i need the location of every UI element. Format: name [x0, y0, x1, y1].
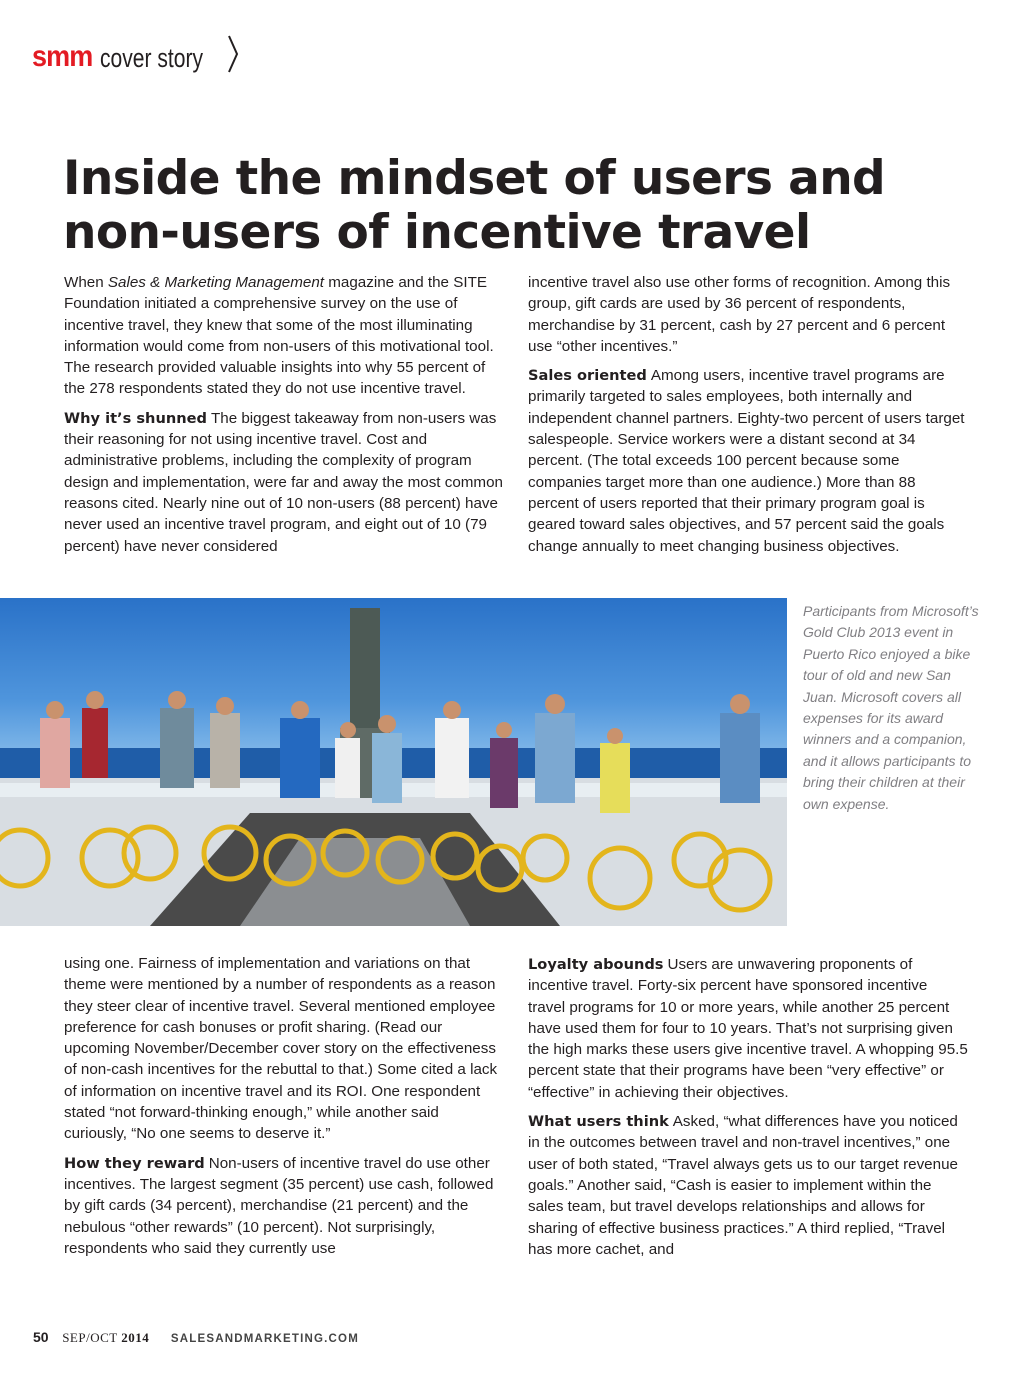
- brand-smm-logo: smm: [32, 40, 93, 73]
- section-loyalty-abounds: Loyalty abounds Users are unwavering proponents of incentive travel. Forty-six percent have sponsored incentive travel programs for 10 or more years, while another 25 percent have used them for four to 10 years. That’s not surprising given the high marks these users give incentive travel. A whopping 95.5 percent state that their programs have been “very effective” or “effective” in achieving their objectives.: [528, 956, 968, 1101]
- subhead-how-they-reward: How they reward: [64, 1154, 205, 1172]
- page-number: 50: [33, 1329, 49, 1345]
- subhead-why-shunned: Why it’s shunned: [64, 409, 207, 427]
- article-column-right-bottom: [528, 954, 968, 1260]
- magazine-name: Sales & Marketing Management: [107, 274, 325, 291]
- page-title: Inside the mindset of users and non-users of incentive travel: [63, 151, 886, 260]
- section-brand: [32, 32, 232, 72]
- page-footer: [33, 1329, 359, 1346]
- photo-caption: Participants from Microsoft’s Gold Club 2013 event in Puerto Rico enjoyed a bike tour of old and new San Juan. Microsoft covers all expenses for its award winners and a companion, and it allows participants to bring their children at their own expense.: [803, 603, 979, 812]
- article-column-right-top: [528, 272, 968, 557]
- section-sales-oriented: Sales oriented Among users, incentive travel programs are primarily targeted to sales employees, both internally and independent channel partners. Eighty-two percent of users target salespeople. Service workers were a distant second at 34 percent. (The total exceeds 100 percent because some companies target more than one audience.) More than 88 percent of users reported that their primary program goal is geared toward sales objectives, and 57 percent said the goals change annually to meet changing business objectives.: [528, 367, 965, 555]
- subhead-loyalty-abounds: Loyalty abounds: [528, 956, 664, 973]
- article-column-left-top: [64, 272, 504, 557]
- recognition-paragraph: incentive travel also use other forms of recognition. Among this group, gift cards are used by 36 percent of respondents, merchandise by 31 percent, cash by 27 percent and 6 percent use “other incentives.”: [528, 274, 951, 355]
- subhead-sales-oriented: Sales oriented: [528, 367, 647, 385]
- article-column-left-bottom: [64, 953, 504, 1259]
- chevron-right-icon: [226, 34, 240, 74]
- intro-paragraph: When Sales & Marketing Management magazine and the SITE Foundation initiated a comprehensive survey on the use of incentive travel, they knew that some of the most illuminating information would come from non-users of this motivational tool. The research provided valuable insights into why 55 percent of the 278 respondents stated they do not use incentive travel.: [64, 274, 494, 398]
- section-why-shunned: Why it’s shunned The biggest takeaway from non-users was their reasoning for not using incentive travel. Cost and administrative problems, including the complexity of program design and implementation, were far and away the most common reasons cited. Nearly nine out of 10 non-users (88 percent) have never used an incentive travel program, and eight out of 10 (79 percent) have never considered: [64, 409, 503, 555]
- subhead-what-users-think: What users think: [528, 1113, 669, 1131]
- website-url: SALESANDMARKETING.COM: [170, 1333, 359, 1345]
- continued-paragraph: using one. Fairness of implementation and variations on that theme were mentioned by a number of respondents as a reason they steer clear of incentive travel. Several mentioned employee preference for cash bonuses or profit sharing. (Read our upcoming November/December cover story on the effectiveness of non-cash incentives for the rebuttal to that.) Some cited a lack of information on incentive travel and its ROI. One respondent stated “not forward-thinking enough,” while another said curiously, “No one seems to deserve it.”: [64, 955, 498, 1143]
- section-what-users-think: What users think Asked, “what differences have you noticed in the outcomes between travel and non-travel incentives,” one user of both stated, “Travel always gets us to our target revenue goals.” Another said, “Cash is easier to implement within the sales team, but travel develops relationships and allows for sharing of effective business practices.” A third replied, “Travel has more cachet, and: [528, 1113, 958, 1258]
- issue-date: SEP/OCT 2014: [62, 1330, 150, 1345]
- section-how-they-reward: How they reward Non-users of incentive travel do use other incentives. The largest segment (35 percent) use cash, followed by gift cards (34 percent), merchandise (21 percent) and the nebulous “other rewards” (10 percent). Not surprisingly, respondents who said they currently use: [64, 1154, 494, 1257]
- bike-tour-photo: [0, 598, 787, 926]
- section-label: cover story: [100, 43, 204, 73]
